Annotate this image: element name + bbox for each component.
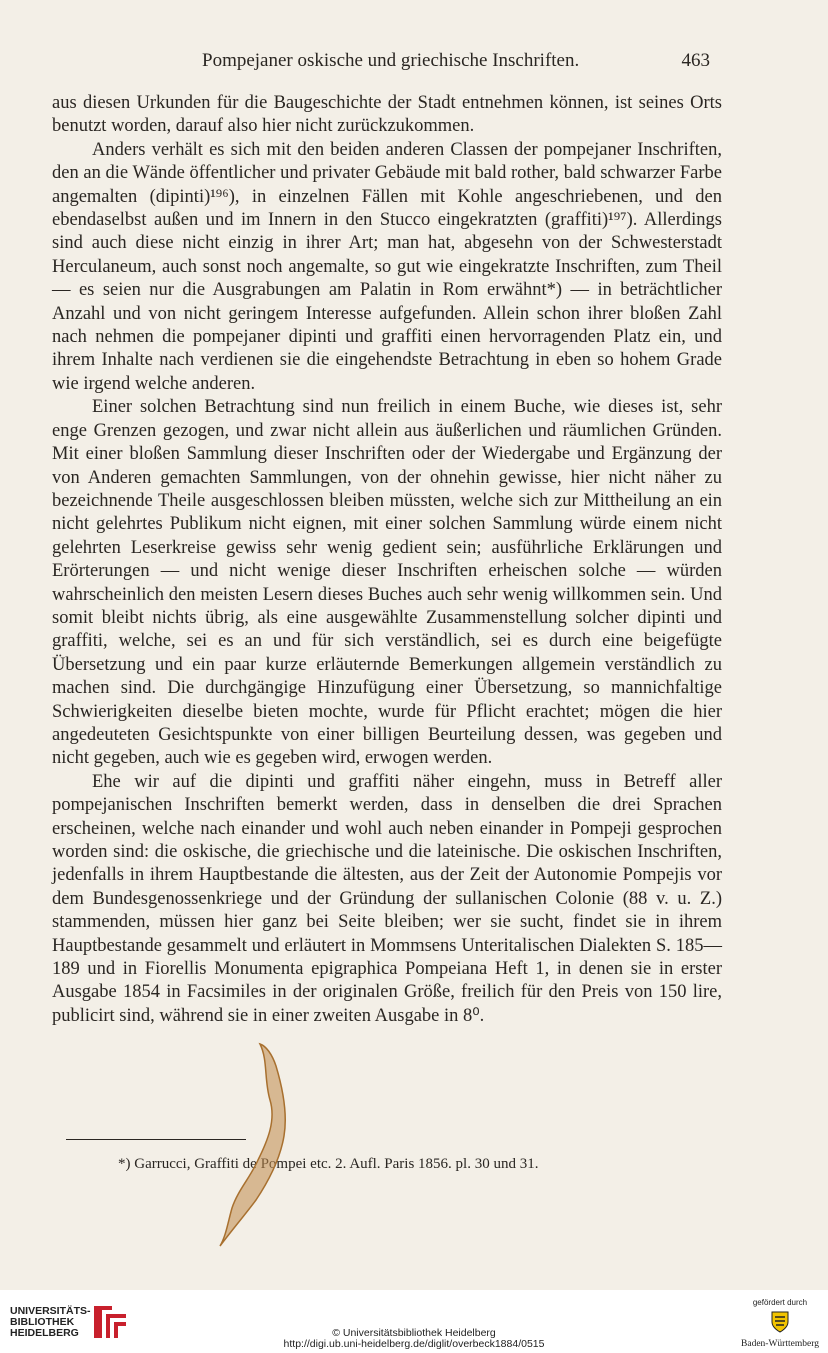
footer <box>0 1290 828 1353</box>
sponsor-name: Baden-Württemberg <box>741 1339 819 1349</box>
state-crest-icon <box>767 1309 793 1335</box>
running-header <box>52 50 710 72</box>
body-text <box>52 92 722 1028</box>
library-logo-text: UNIVERSITÄTS- BIBLIOTHEK HEIDELBERG <box>10 1304 91 1339</box>
paragraph-1 <box>52 92 722 139</box>
paragraph-text: Anders verhält es sich mit den beiden anderen Classen der pompejaner Inschriften, den an die Wände öffentlicher und privater Gebäude mit bald rother, bald schwarzer Farbe angemalten (dipinti)¹⁹⁶), in einzelnen Fällen mit Kohle angeschriebenen, und den ebendaselbst außen und im Innern in den Stucco eingekratzten (graffiti)¹⁹⁷). Allerdings sind auch diese nicht einzig in ihrer Art; man hat, abgesehn von der Schwesterstadt Herculaneum, auch sonst noch angemalte, so gut wie eingekratzte Inschriften, zum Theil — es seien nur die Ausgrabungen am Palatin in Rom erwähnt*) — in beträchtlicher Anzahl und von nicht geringem Interesse aufgefunden. Allein schon ihrer bloßen Zahl nach nehmen die pompejaner dipinti und graffiti einen hervorragenden Platz ein, und ihrem Inhalte nach verdienen sie die eingehendste Betrachtung in eben so hohem Grade wie irgend welche anderen. <box>52 139 722 394</box>
paragraph-text: Ehe wir auf die dipinti und graffiti näher eingehn, muss in Betreff aller pompejanischen Inschriften bemerkt werden, dass in denselben die drei Sprachen erscheinen, welche nach einander und wohl auch neben einander in Pompeji gesprochen worden sind: die oskische, die griechische und die lateinische. Die oskischen Inschriften, jedenfalls in ihrem Hauptbestande die ältesten, aus der Zeit der Autonomie Pompejis vor dem Bundesgenossenkriege und der Gründung der sullanischen Colonie (88 v. u. Z.) stammenden, müssen hier ganz bei Seite bleiben; wer sie sucht, findet sie in ihrem Hauptbestande gesammelt und erläutert in Mommsens Unteritalischen Dialekten S. 185—189 und in Fiorellis Monumenta epigraphica Pompeiana Heft 1, in denen sie in erster Ausgabe 1854 in Facsimiles in der originalen Größe, freilich für den Preis von 150 lire, publicirt sind, während sie in einer zweiten Ausgabe in 8⁰. <box>52 771 722 1026</box>
copyright-text: © Universitätsbibliothek Heidelberg <box>332 1327 496 1339</box>
source-url[interactable]: http://digi.ub.uni-heidelberg.de/diglit/overbeck1884/0515 <box>283 1338 545 1350</box>
paragraph-text: Einer solchen Betrachtung sind nun freilich in einem Buche, wie dieses ist, sehr enge Grenzen gezogen, und zwar nicht allein aus äußerlichen und räumlichen Gründen. Mit einer bloßen Sammlung dieser Inschriften oder der Wiedergabe und Ergänzung der von Anderen gemachten Sammlungen, von der ohnehin gewisse, hier nicht näher zu bezeichnende Theile ausgeschlossen bleiben müssten, welche sich zur Mittheilung an ein nicht gelehrtes Publikum nicht eignen, mit einer solchen Sammlung würde einem nicht gelehrten Leserkreise gewiss sehr wenig gedient sein; ausführliche Erklärungen und Erörterungen — und nicht wenige dieser Inschriften erheischen solche — würden wahrscheinlich den meisten Lesern dieses Buches auch sehr wenig willkommen sein. Und somit bleibt nichts übrig, als eine ausgewählte Zusammenstellung solcher dipinti und graffiti, welche, sei es an und für sich verständlich, sei es durch eine beigefügte Übersetzung und ein paar kurze erläuternde Bemerkungen allgemein verständlich zu machen sind. Die durchgängige Hinzufügung einer Übersetzung, so mannichfaltige Schwierigkeiten dieselbe bieten mochte, wurde für Pflicht erachtet; mögen die hier angedeuteten Gesichtspunkte von einer billigen Beurteilung dessen, was gegeben und nicht gegeben, auch wie es gegeben wird, erwogen werden. <box>52 397 722 769</box>
sponsor-label: gefördert durch <box>752 1298 808 1307</box>
page-number: 463 <box>681 50 710 71</box>
running-head-title: Pompejaner oskische und griechische Inschriften. <box>202 50 580 71</box>
paragraph-4 <box>52 771 722 1028</box>
water-stain <box>198 1040 308 1250</box>
copyright-block <box>0 1328 828 1350</box>
sponsor-block <box>740 1298 820 1349</box>
paragraph-text: aus diesen Urkunden für die Baugeschichte der Stadt entnehmen können, ist seines Orts benutzt worden, darauf also hier nicht zurückzukommen. <box>52 93 722 137</box>
paragraph-2 <box>52 139 722 396</box>
paragraph-3 <box>52 396 722 771</box>
footnote: *) Garrucci, Graffiti de Pompei etc. 2. Aufl. Paris 1856. pl. 30 und 31. <box>118 1156 539 1172</box>
